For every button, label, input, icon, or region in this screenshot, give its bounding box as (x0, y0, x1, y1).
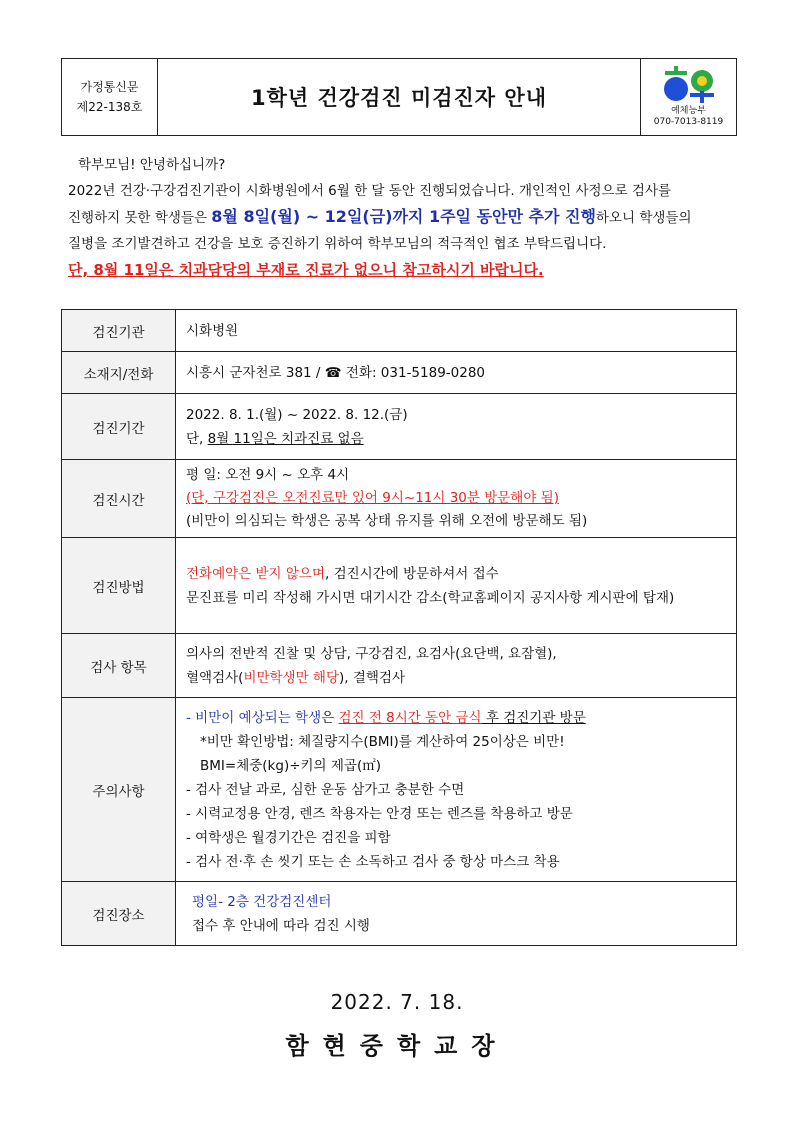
period-note-prefix: 단, (186, 430, 208, 447)
address-value: 시흥시 군자천로 381 / ☎ 전화: 031-5189-0280 (176, 352, 737, 394)
table-row (62, 698, 737, 882)
doc-info (62, 59, 158, 135)
obesity-only-note: 비만학생만 해당 (243, 669, 340, 686)
page-title: 1학년 건강검진 미검진자 안내 (251, 86, 547, 110)
note-glasses: - 시력교정용 안경, 렌즈 착용자는 안경 또는 렌즈를 착용하고 방문 (186, 805, 573, 822)
note-dash: - (186, 709, 196, 726)
place-label: 검진장소 (62, 882, 176, 946)
bmi-method: *비만 확인방법: 체질량지수(BMI)를 계산하여 25이상은 비만! (200, 733, 565, 750)
period-label: 검진기간 (62, 394, 176, 460)
doc-number: 제22-138호 (76, 100, 143, 114)
issue-date: 2022. 7. 18. (330, 990, 464, 1014)
period-note-dental: 8월 11일은 치과진료 없음 (207, 430, 364, 447)
hours-value (176, 460, 737, 538)
greeting: 학부모님! 안녕하십니까? (78, 157, 226, 173)
notes-value (176, 698, 737, 882)
document-header (61, 58, 737, 136)
table-row (62, 538, 737, 634)
method-label: 검진방법 (62, 538, 176, 634)
intro-line-3-text: 진행하지 못한 학생들은 (68, 210, 212, 226)
table-row (62, 882, 737, 946)
table-row (62, 310, 737, 352)
place-location: 평일- 2층 건강검진센터 (192, 893, 332, 910)
note-particle: 은 (321, 709, 339, 726)
hours-weekday: 평 일: 오전 9시 ~ 오후 4시 (186, 467, 350, 483)
obesity-students: 비만이 예상되는 학생 (195, 709, 322, 726)
department-name: 예체능부 (671, 106, 706, 116)
items-value (176, 634, 737, 698)
obesity-fasting-note (186, 706, 726, 730)
fasting-requirement: 검진 전 8시간 동안 금식 (338, 709, 482, 726)
period-note (186, 427, 726, 451)
items-line-1: 의사의 전반적 진찰 및 상담, 구강검진, 요검사(요단백, 요잠혈), (186, 645, 557, 662)
table-row (62, 394, 737, 460)
place-value (176, 882, 737, 946)
bmi-formula: BMI=체중(kg)÷키의 제곱(㎡) (200, 757, 382, 774)
intro-line-3-end: 하오니 학생들의 (595, 210, 692, 226)
method-line-1 (186, 562, 726, 586)
intro-paragraph (68, 152, 738, 283)
intro-line-3 (68, 204, 738, 231)
department-logo-box (640, 59, 736, 135)
address-label: 소재지/전화 (62, 352, 176, 394)
period-value (176, 394, 737, 460)
department-phone: 070-7013-8119 (653, 117, 724, 127)
intro-line-4: 질병을 조기발견하고 건강을 보호 증진하기 위하여 학부모님의 적극적인 협조 부탁드립니다. (68, 236, 607, 252)
method-line-1-rest: , 검진시간에 방문하셔서 접수 (325, 565, 499, 582)
table-row (62, 460, 737, 538)
items-line-2-pre: 혈액검사( (186, 669, 244, 686)
table-row (62, 352, 737, 394)
note-sleep: - 검사 전날 과로, 심한 운동 삼가고 충분한 수면 (186, 781, 465, 798)
intro-line-2: 2022년 건강·구강검진기관이 시화병원에서 6월 한 달 동안 진행되었습니다. 개인적인 사정으로 검사를 (68, 183, 672, 199)
period-dates: 2022. 8. 1.(월) ~ 2022. 8. 12.(금) (186, 406, 408, 423)
dental-warning: 단, 8월 11일은 치과담당의 부재로 진료가 없으니 참고하시기 바랍니다. (68, 261, 544, 279)
doc-type: 가정통신문 (80, 80, 139, 94)
note-menstruation: - 여학생은 월경기간은 검진을 피함 (186, 829, 391, 846)
hours-dental-note: (단, 구강검진은 오전진료만 있어 9시~11시 30분 방문해야 됨) (186, 490, 559, 506)
items-label: 검사 항목 (62, 634, 176, 698)
visit-after-fasting: 후 검진기관 방문 (481, 709, 586, 726)
hours-obesity-note: (비만이 의심되는 학생은 공복 상태 유지를 위해 오전에 방문해도 됨) (186, 513, 588, 529)
table-row (62, 634, 737, 698)
department-logo-icon (658, 65, 720, 105)
place-procedure: 접수 후 안내에 따라 검진 시행 (192, 917, 370, 934)
principal-signature: 함현중학교장 (285, 1032, 509, 1060)
method-line-2: 문진표를 미리 작성해 가시면 대기시간 감소(학교홈페이지 공지사항 게시판에 탑재) (186, 589, 675, 606)
institution-label: 검진기관 (62, 310, 176, 352)
method-value (176, 538, 737, 634)
note-hygiene: - 검사 전·후 손 씻기 또는 손 소독하고 검사 중 항상 마스크 착용 (186, 853, 560, 870)
hours-label: 검진시간 (62, 460, 176, 538)
notes-label: 주의사항 (62, 698, 176, 882)
items-line-2-post: ), 결핵검사 (339, 669, 406, 686)
institution-value: 시화병원 (176, 310, 737, 352)
items-line-2 (186, 666, 726, 690)
checkup-info-table (61, 309, 737, 946)
extra-schedule-highlight: 8월 8일(월) ~ 12일(금)까지 1주일 동안만 추가 진행 (211, 207, 596, 226)
no-phone-reservation: 전화예약은 받지 않으며 (186, 565, 325, 582)
